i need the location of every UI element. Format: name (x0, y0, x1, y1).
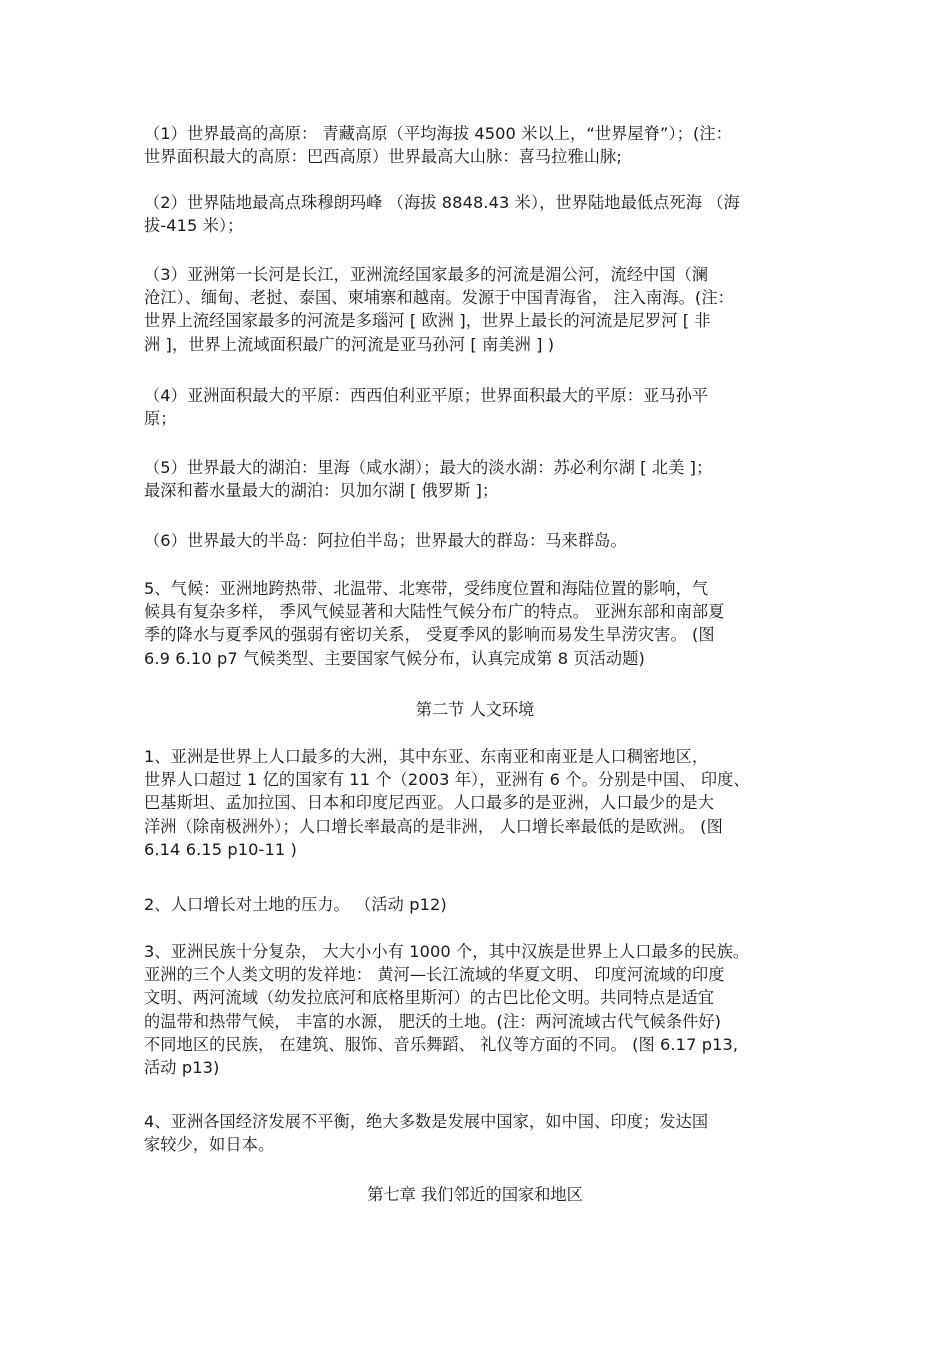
text-line: （5）世界最大的湖泊：里海（咸水湖）；最大的淡水湖：苏必利尔湖 [ 北美 ]； (144, 458, 713, 477)
text-line: 季的降水与夏季风的强弱有密切关系， 受夏季风的影响而易发生旱涝灾害。 (图 (144, 625, 715, 645)
text-line: 巴基斯坦、孟加拉国、日本和印度尼西亚。人口最多的是亚洲，人口最少的是大 (144, 793, 715, 813)
chapter-heading: 第七章 我们邻近的国家和地区 (367, 1185, 583, 1204)
text-line: 4、亚洲各国经济发展不平衡，绝大多数是发展中国家，如中国、印度；发达国 (144, 1112, 709, 1131)
paragraph-lakes (144, 456, 809, 502)
text-line: 3、亚洲民族十分复杂， 大大小小有 1000 个，其中汉族是世界上人口最多的民族。 (144, 942, 750, 961)
text-line: 最深和蓄水量最大的湖泊：贝加尔湖 [ 俄罗斯 ]； (144, 481, 499, 501)
text-line: （1）世界最高的高原： 青藏高原（平均海拔 4500 米以上，“世界屋脊”）；(注： (144, 124, 732, 143)
text-line: 的温带和热带气候， 丰富的水源， 肥沃的土地。(注：两河流域古代气候条件好) (144, 1011, 722, 1031)
text-line: 不同地区的民族， 在建筑、服饰、音乐舞蹈、 礼仪等方面的不同。 (图 6.17 p13, (144, 1034, 739, 1054)
section-heading: 第二节 人文环境 (415, 700, 535, 719)
text-line: （3）亚洲第一长河是长江，亚洲流经国家最多的河流是湄公河，流经中国（澜 (144, 265, 709, 284)
text-line: 原； (144, 409, 177, 429)
text-line: 沧江）、缅甸、老挝、泰国、柬埔寨和越南。发源于中国青海省， 注入南海。(注： (144, 288, 734, 308)
paragraph-population (144, 745, 809, 861)
text-line: 洲 ]，世界上流域面积最广的河流是亚马孙河 [ 南美洲 ] ) (144, 334, 555, 354)
text-line: 世界上流经国家最多的河流是多瑙河 [ 欧洲 ]，世界上最长的河流是尼罗河 [ 非 (144, 311, 711, 331)
text-line: 5、气候：亚洲地跨热带、北温带、北寒带，受纬度位置和海陆位置的影响，气 (144, 579, 709, 598)
paragraph-ethnic-groups (144, 940, 809, 1079)
text-line: 候具有复杂多样， 季风气候显著和大陆性气候分布广的特点。 亚洲东部和南部夏 (144, 602, 725, 622)
paragraph-highest-plateau (144, 122, 809, 168)
text-line: （2）世界陆地最高点珠穆朗玛峰 （海拔 8848.43 米），世界陆地最低点死海 （海 (144, 193, 740, 212)
text-line: 6.14 6.15 p10-11 ) (144, 839, 297, 859)
text-line: 世界面积最大的高原：巴西高原）世界最高大山脉：喜马拉雅山脉; (144, 147, 622, 167)
paragraph-land-pressure (144, 893, 809, 916)
text-line: （4）亚洲面积最大的平原：西西伯利亚平原；世界面积最大的平原：亚马孙平 (144, 386, 709, 405)
text-line: 世界人口超过 1 亿的国家有 11 个（2003 年），亚洲有 6 个。分别是中国、 印度、 (144, 770, 750, 790)
paragraph-peninsula (144, 529, 809, 552)
text-line: 拔-415 米）； (144, 216, 244, 236)
text-line: 文明、两河流域（幼发拉底河和底格里斯河）的古巴比伦文明。共同特点是适宜 (144, 988, 715, 1008)
text-line: 活动 p13) (144, 1057, 220, 1077)
text-line: 洋洲（除南极洲外）；人口增长率最高的是非洲， 人口增长率最低的是欧洲。 (图 (144, 816, 723, 836)
text-line: 1、亚洲是世界上人口最多的大洲，其中东亚、东南亚和南亚是人口稠密地区， (144, 747, 709, 766)
text-line: 6.9 6.10 p7 气候类型、主要国家气候分布，认真完成第 8 页活动题) (144, 648, 645, 668)
paragraph-economy (144, 1110, 809, 1156)
text-line: 2、人口增长对土地的压力。 （活动 p12) (144, 895, 447, 914)
paragraph-rivers (144, 263, 809, 356)
paragraph-plains (144, 384, 809, 430)
text-line: （6）世界最大的半岛：阿拉伯半岛；世界最大的群岛：马来群岛。 (144, 531, 627, 550)
text-line: 亚洲的三个人类文明的发祥地： 黄河—长江流域的华夏文明、 印度河流域的印度 (144, 965, 725, 985)
paragraph-highest-point (144, 191, 809, 237)
paragraph-climate (144, 577, 809, 670)
text-line: 家较少，如日本。 (144, 1135, 275, 1155)
